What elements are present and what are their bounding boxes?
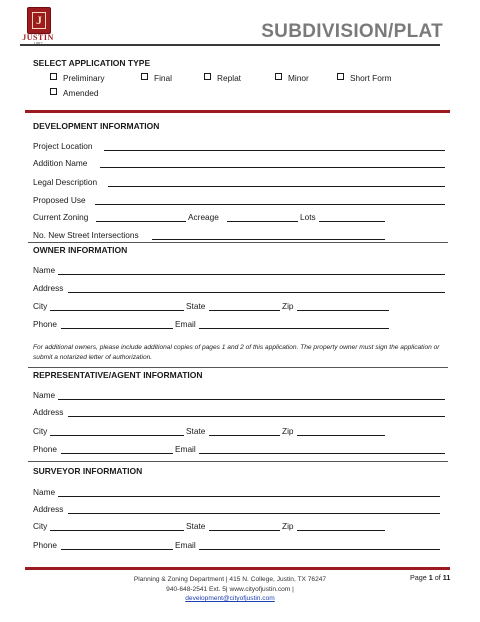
checkbox-preliminary[interactable]: [50, 73, 105, 83]
rep-name-label: Name: [33, 390, 56, 400]
proposed-use-label: Proposed Use: [33, 195, 86, 205]
rep-state-field[interactable]: [209, 435, 280, 436]
surveyor-email-label: Email: [175, 540, 196, 550]
legal-description-label: Legal Description: [33, 177, 98, 187]
rep-name-field[interactable]: [58, 399, 445, 400]
project-location-field[interactable]: [104, 150, 445, 151]
legal-description-field[interactable]: [108, 186, 445, 187]
checkbox-label: Final: [154, 73, 172, 83]
surveyor-city-label: City: [33, 521, 48, 531]
city-logo: [27, 7, 51, 34]
owner-email-label: Email: [175, 319, 196, 329]
footer-divider: [25, 567, 450, 570]
header-divider: [20, 44, 440, 46]
section-representative: REPRESENTATIVE/AGENT INFORMATION: [33, 370, 203, 380]
rep-phone-label: Phone: [33, 444, 57, 454]
checkbox-replat[interactable]: [204, 73, 241, 83]
proposed-use-field[interactable]: [95, 204, 445, 205]
rep-zip-field[interactable]: [297, 435, 385, 436]
surveyor-city-field[interactable]: [50, 530, 184, 531]
section-divider: [28, 242, 448, 243]
checkbox-amended[interactable]: [50, 88, 99, 98]
checkbox-label: Short Form: [350, 73, 392, 83]
additional-owners-note: For additional owners, please include additional copies of pages 1 and 2 of this application. The property owner must sign the application or submit a notarized letter of authorization.: [33, 344, 440, 361]
checkbox-minor[interactable]: [275, 73, 309, 83]
checkbox-short-form[interactable]: [337, 73, 392, 83]
checkbox-label: Minor: [288, 73, 309, 83]
rep-state-label: State: [186, 426, 206, 436]
street-intersections-label: No. New Street Intersections: [33, 230, 139, 240]
owner-phone-label: Phone: [33, 319, 57, 329]
addition-name-field[interactable]: [100, 167, 445, 168]
footer-address: Planning & Zoning Department | 415 N. College, Justin, TX 76247: [133, 576, 327, 583]
surveyor-name-field[interactable]: [58, 496, 440, 497]
section-divider: [28, 367, 448, 368]
page-of: of: [434, 573, 441, 582]
checkbox-label: Replat: [217, 73, 241, 83]
footer-email: [100, 595, 360, 602]
form-title: SUBDIVISION/PLAT: [261, 21, 443, 42]
owner-state-field[interactable]: [209, 310, 280, 311]
checkbox-icon: [275, 73, 282, 80]
rep-zip-label: Zip: [282, 426, 294, 436]
checkbox-icon: [50, 88, 57, 95]
checkbox-label: Preliminary: [63, 73, 105, 83]
rep-address-label: Address: [33, 407, 64, 417]
current-zoning-label: Current Zoning: [33, 212, 89, 222]
page-total: 11: [442, 573, 451, 582]
section-development: DEVELOPMENT INFORMATION: [33, 121, 160, 131]
section-divider: [25, 110, 450, 113]
logo-letter: J: [32, 12, 46, 29]
surveyor-state-label: State: [186, 521, 206, 531]
rep-city-field[interactable]: [50, 435, 184, 436]
owner-zip-field[interactable]: [297, 310, 389, 311]
rep-city-label: City: [33, 426, 48, 436]
footer-email-link[interactable]: development@cityofjustin.com: [185, 595, 275, 602]
checkbox-icon: [337, 73, 344, 80]
section-divider: [28, 461, 448, 462]
rep-email-label: Email: [175, 444, 196, 454]
page-prefix: Page: [410, 573, 427, 582]
checkbox-icon: [141, 73, 148, 80]
owner-name-field[interactable]: [58, 274, 445, 275]
page-number: [410, 573, 450, 582]
owner-city-field[interactable]: [50, 310, 184, 311]
checkbox-final[interactable]: [141, 73, 172, 83]
checkbox-label: Amended: [63, 88, 99, 98]
logo-name: JUSTIN: [22, 33, 54, 42]
page-current: 1: [428, 573, 433, 582]
surveyor-email-field[interactable]: [199, 549, 440, 550]
surveyor-address-field[interactable]: [68, 513, 440, 514]
owner-address-field[interactable]: [68, 292, 445, 293]
rep-address-field[interactable]: [68, 416, 445, 417]
acreage-field[interactable]: [227, 221, 298, 222]
surveyor-phone-label: Phone: [33, 540, 57, 550]
surveyor-zip-label: Zip: [282, 521, 294, 531]
section-application-type: SELECT APPLICATION TYPE: [33, 58, 151, 68]
checkbox-icon: [50, 73, 57, 80]
current-zoning-field[interactable]: [96, 221, 186, 222]
project-location-label: Project Location: [33, 141, 93, 151]
footer-contact: 940-648-2541 Ext. 5| www.cityofjustin.com |: [166, 586, 294, 593]
surveyor-zip-field[interactable]: [297, 530, 385, 531]
rep-email-field[interactable]: [199, 453, 445, 454]
acreage-label: Acreage: [188, 212, 219, 222]
owner-email-field[interactable]: [199, 328, 389, 329]
checkbox-icon: [204, 73, 211, 80]
section-owner: OWNER INFORMATION: [33, 245, 128, 255]
addition-name-label: Addition Name: [33, 158, 88, 168]
owner-phone-field[interactable]: [61, 328, 173, 329]
rep-phone-field[interactable]: [61, 453, 173, 454]
lots-field[interactable]: [319, 221, 385, 222]
surveyor-phone-field[interactable]: [61, 549, 173, 550]
owner-city-label: City: [33, 301, 48, 311]
street-intersections-field[interactable]: [152, 239, 385, 240]
surveyor-address-label: Address: [33, 504, 64, 514]
section-surveyor: SURVEYOR INFORMATION: [33, 466, 143, 476]
owner-address-label: Address: [33, 283, 64, 293]
owner-zip-label: Zip: [282, 301, 294, 311]
owner-name-label: Name: [33, 265, 56, 275]
lots-label: Lots: [300, 212, 316, 222]
surveyor-state-field[interactable]: [209, 530, 280, 531]
owner-state-label: State: [186, 301, 206, 311]
surveyor-name-label: Name: [33, 487, 56, 497]
